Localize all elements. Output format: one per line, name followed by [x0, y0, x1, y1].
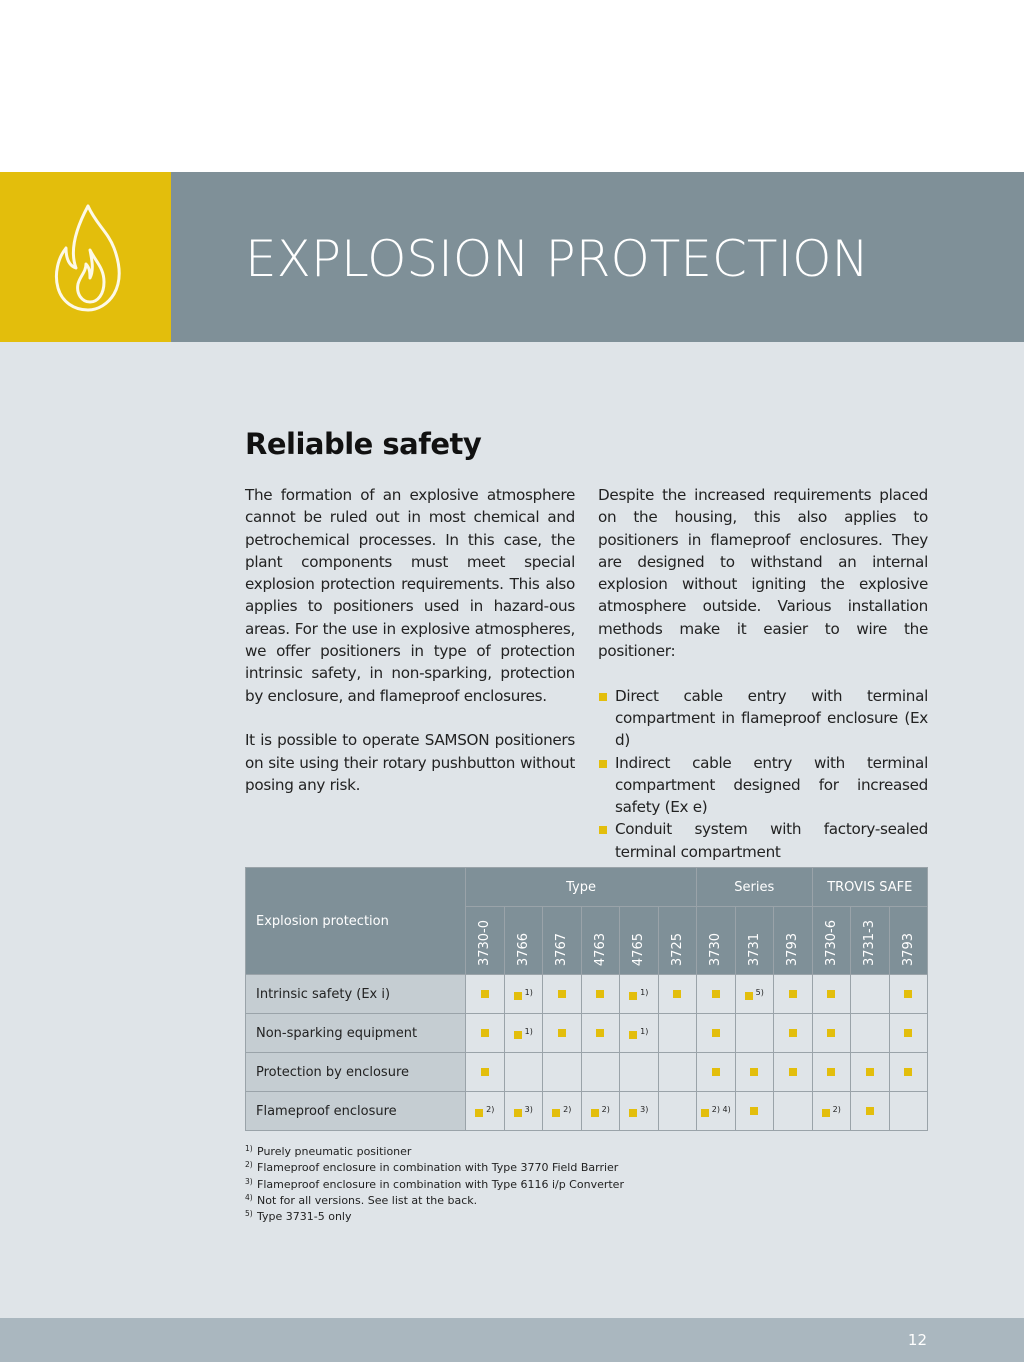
table-cell: [466, 1014, 505, 1053]
group-header-trovis-safe: TROVIS SAFE: [812, 868, 928, 907]
table-cell: [620, 1092, 659, 1131]
footnote-ref: 5): [755, 987, 764, 997]
footnote-number: 4): [245, 1192, 253, 1202]
section-heading: Reliable safety: [245, 427, 482, 461]
footnote-ref: 1): [640, 1026, 649, 1036]
table-cell: [504, 975, 543, 1014]
footnote-number: 1): [245, 1144, 253, 1153]
table-cell: [466, 1092, 505, 1131]
content-area: [0, 342, 1024, 1318]
table-cell: [581, 1053, 620, 1092]
row-label: Protection by enclosure: [246, 1053, 466, 1092]
explosion-protection-table: [245, 867, 928, 1131]
column-header-label: 3767: [554, 932, 570, 966]
table-row: [246, 975, 928, 1014]
square-marker-icon: [481, 990, 489, 998]
square-marker-icon: [904, 1029, 912, 1037]
table-cell: [812, 975, 851, 1014]
square-marker-icon: [596, 1029, 604, 1037]
table-cell: [774, 1092, 813, 1131]
square-marker-icon: [514, 1031, 522, 1039]
square-marker-icon: [558, 1029, 566, 1037]
table-cell: [735, 975, 774, 1014]
column-header: [812, 907, 851, 975]
footnote-text: Not for all versions. See list at the back.: [257, 1193, 478, 1207]
table-cell: [504, 1092, 543, 1131]
column-header-label: 3793: [900, 932, 916, 966]
column-header: [774, 907, 813, 975]
column-header: [697, 907, 736, 975]
footnote-ref: 1): [640, 987, 649, 997]
table-cell: [466, 975, 505, 1014]
table-cell: [697, 1014, 736, 1053]
table-cell: [735, 1092, 774, 1131]
square-marker-icon: [827, 1068, 835, 1076]
column-header: [620, 907, 659, 975]
table-cell: [774, 1014, 813, 1053]
table-cell: [620, 975, 659, 1014]
column-header-label: 3725: [669, 932, 685, 966]
table-cell: [543, 1014, 582, 1053]
table-cell: [504, 1014, 543, 1053]
list-item: Direct cable entry with terminal compartment in flameproof enclosure (Ex d): [598, 685, 928, 752]
right-column: [598, 484, 928, 863]
square-marker-icon: [558, 990, 566, 998]
square-marker-icon: [866, 1068, 874, 1076]
footnote-ref: 1): [524, 1026, 533, 1036]
footer-bar: [0, 1318, 1024, 1362]
square-marker-icon: [481, 1029, 489, 1037]
group-header-series: Series: [697, 868, 813, 907]
table-cell: [581, 1092, 620, 1131]
column-header-label: 3730-0: [477, 919, 493, 966]
square-marker-icon: [514, 1109, 522, 1117]
row-label: Intrinsic safety (Ex i): [246, 975, 466, 1014]
table-cell: [581, 975, 620, 1014]
footnote-number: 3): [245, 1176, 253, 1186]
table-cell: [851, 1053, 890, 1092]
square-marker-icon: [750, 1107, 758, 1115]
footnote-ref: 3): [524, 1104, 533, 1114]
square-marker-icon: [673, 990, 681, 998]
column-header-label: 3730-6: [823, 919, 839, 966]
paragraph: It is possible to operate SAMSON positioners on site using their rotary pushbutton without posing any risk.: [245, 731, 575, 794]
table-cell: [889, 1092, 928, 1131]
list-item: Conduit system with factory-sealed terminal compartment: [598, 818, 928, 863]
square-marker-icon: [552, 1109, 560, 1117]
row-label: Flameproof enclosure: [246, 1092, 466, 1131]
square-marker-icon: [629, 1031, 637, 1039]
column-header: [658, 907, 697, 975]
square-marker-icon: [481, 1068, 489, 1076]
table-cell: [504, 1053, 543, 1092]
table-cell: [812, 1092, 851, 1131]
square-marker-icon: [712, 1029, 720, 1037]
column-header: [504, 907, 543, 975]
footnotes: [245, 1144, 624, 1225]
square-marker-icon: [514, 992, 522, 1000]
table-cell: [658, 1092, 697, 1131]
footnote-number: 5): [245, 1209, 253, 1219]
bullet-list: [598, 685, 928, 863]
paragraph: Despite the increased requirements placed on the housing, this also applies to positioners in flameproof enclosures. They are designed to withstand an internal explosion without igniting the explosive atmosphere outside. Various installation methods make it easier to wire the positioner:: [598, 486, 928, 661]
column-header-label: 3730: [708, 932, 724, 966]
square-marker-icon: [822, 1109, 830, 1117]
footnote-text: Flameproof enclosure in combination with Type 6116 i/p Converter: [257, 1177, 624, 1191]
footnote-text: Flameproof enclosure in combination with Type 3770 Field Barrier: [257, 1161, 619, 1175]
left-column: [245, 484, 575, 818]
square-marker-icon: [789, 1068, 797, 1076]
table-cell: [889, 1014, 928, 1053]
page-number: 12: [907, 1331, 927, 1349]
footnote-ref: 2) 4): [711, 1104, 731, 1114]
footnote-ref: 2): [563, 1104, 572, 1114]
table-cell: [735, 1053, 774, 1092]
table-cell: [735, 1014, 774, 1053]
column-header: [543, 907, 582, 975]
footnote: [245, 1209, 624, 1225]
table-cell: [851, 1014, 890, 1053]
square-marker-icon: [789, 1029, 797, 1037]
square-marker-icon: [827, 990, 835, 998]
column-header-label: 3731: [746, 932, 762, 966]
square-marker-icon: [827, 1029, 835, 1037]
table-row: [246, 1092, 928, 1131]
top-margin: [0, 0, 1024, 172]
footnote: [245, 1144, 624, 1160]
square-marker-icon: [701, 1109, 709, 1117]
table-cell: [697, 1092, 736, 1131]
square-marker-icon: [904, 1068, 912, 1076]
square-marker-icon: [475, 1109, 483, 1117]
table-corner-label: Explosion protection: [246, 868, 466, 975]
table-cell: [851, 1092, 890, 1131]
column-header-label: 3731-3: [862, 919, 878, 966]
square-marker-icon: [591, 1109, 599, 1117]
table-cell: [466, 1053, 505, 1092]
square-marker-icon: [745, 992, 753, 1000]
table-cell: [812, 1014, 851, 1053]
footnote-ref: 2): [832, 1104, 841, 1114]
table-cell: [620, 1014, 659, 1053]
square-marker-icon: [866, 1107, 874, 1115]
table-cell: [543, 1092, 582, 1131]
square-marker-icon: [712, 1068, 720, 1076]
table-cell: [774, 1053, 813, 1092]
column-header: [851, 907, 890, 975]
footnote: [245, 1193, 624, 1209]
square-marker-icon: [712, 990, 720, 998]
square-marker-icon: [629, 1109, 637, 1117]
table-body: [246, 975, 928, 1131]
footnote-ref: 3): [640, 1104, 649, 1114]
row-label: Non-sparking equipment: [246, 1014, 466, 1053]
footnote-number: 2): [245, 1160, 253, 1170]
table-cell: [658, 1053, 697, 1092]
footnote-ref: 2): [486, 1104, 495, 1114]
column-header-label: 4765: [631, 932, 647, 966]
table-cell: [620, 1053, 659, 1092]
table-cell: [774, 975, 813, 1014]
table-cell: [697, 1053, 736, 1092]
column-header: [581, 907, 620, 975]
table-row: [246, 1014, 928, 1053]
table-cell: [658, 1014, 697, 1053]
title-banner: [0, 172, 1024, 342]
table-row: [246, 1053, 928, 1092]
table-cell: [889, 975, 928, 1014]
table-cell: [658, 975, 697, 1014]
group-header-type: Type: [466, 868, 697, 907]
column-header-label: 3766: [515, 932, 531, 966]
table-cell: [543, 975, 582, 1014]
footnote-ref: 1): [524, 987, 533, 997]
table-cell: [543, 1053, 582, 1092]
table-cell: [851, 975, 890, 1014]
page-title: EXPLOSION PROTECTION: [245, 230, 869, 288]
list-item: Indirect cable entry with terminal compartment designed for increased safety (Ex e): [598, 752, 928, 819]
footnote-ref: 2): [601, 1104, 610, 1114]
square-marker-icon: [750, 1068, 758, 1076]
column-header: [735, 907, 774, 975]
table-cell: [697, 975, 736, 1014]
square-marker-icon: [596, 990, 604, 998]
footnote: [245, 1177, 624, 1193]
flame-icon: [50, 202, 130, 314]
column-header: [889, 907, 928, 975]
table-cell: [581, 1014, 620, 1053]
column-header-label: 4763: [592, 932, 608, 966]
footnote: [245, 1160, 624, 1176]
paragraph: The formation of an explosive atmosphere cannot be ruled out in most chemical and petrochemical processes. In this case, the plant components must meet special explosion protection requirements. This also applies to positioners used in hazard-ous areas. For the use in explosive atmospheres, we offer positioners in type of protection intrinsic safety, in non-sparking, protection by enclosure, and flameproof enclosures.: [245, 486, 575, 705]
table-cell: [812, 1053, 851, 1092]
square-marker-icon: [789, 990, 797, 998]
icon-box: [0, 172, 171, 342]
table-cell: [889, 1053, 928, 1092]
column-header-label: 3793: [785, 932, 801, 966]
footnote-text: Purely pneumatic positioner: [257, 1145, 412, 1158]
square-marker-icon: [904, 990, 912, 998]
column-header: [466, 907, 505, 975]
square-marker-icon: [629, 992, 637, 1000]
footnote-text: Type 3731-5 only: [257, 1210, 352, 1224]
